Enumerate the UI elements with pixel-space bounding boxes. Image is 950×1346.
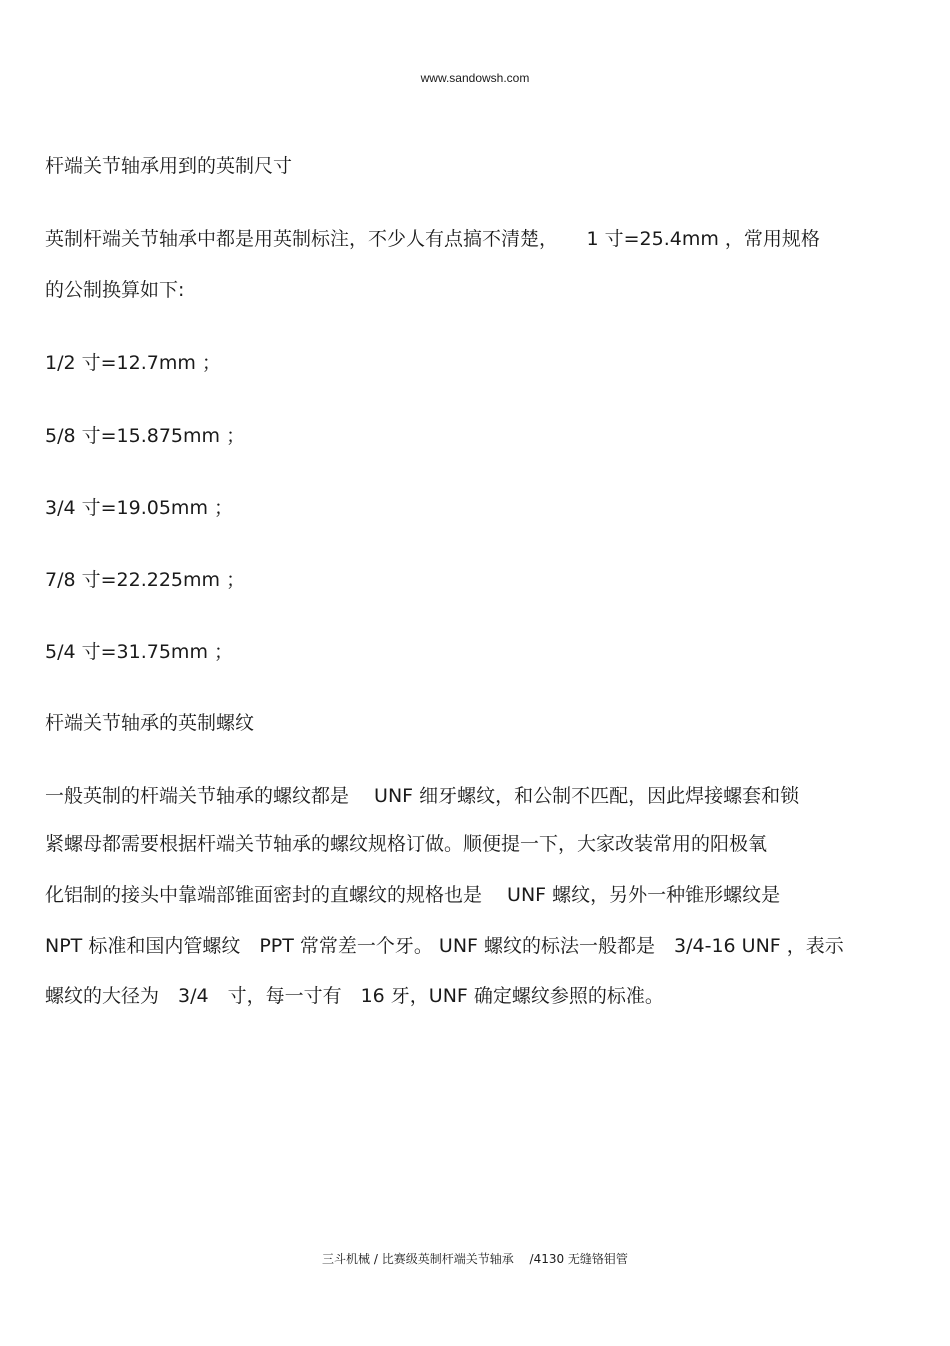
paragraph-2-line: 一般英制的杆端关节轴承的螺纹都是 UNF 细牙螺纹，和公制不匹配，因此焊接螺套和锁 (45, 785, 800, 807)
paragraph-1-line-1: 英制杆端关节轴承中都是用英制标注，不少人有点搞不清楚， 1 寸=25.4mm ，常用规格 (45, 228, 820, 250)
conversion-item: 5/8 寸=15.875mm ； (45, 425, 246, 447)
conversion-item: 5/4 寸=31.75mm ； (45, 641, 233, 663)
paragraph-2-line: 螺纹的大径为 3/4 寸，每一寸有 16 牙，UNF 确定螺纹参照的标准。 (45, 985, 664, 1007)
section-title-imperial-sizes: 杆端关节轴承用到的英制尺寸 (45, 155, 293, 177)
footer-text: 三斗机械 / 比赛级英制杆端关节轴承 /4130 无缝铬钼管 (322, 1252, 628, 1266)
conversion-item: 3/4 寸=19.05mm ； (45, 497, 233, 519)
paragraph-2-line: 紧螺母都需要根据杆端关节轴承的螺纹规格订做。顺便提一下，大家改装常用的阳极氧 (45, 833, 768, 855)
header-url: www.sandowsh.com (420, 71, 530, 85)
paragraph-1-line-2: 的公制换算如下: (45, 279, 185, 301)
conversion-item: 7/8 寸=22.225mm ； (45, 569, 246, 591)
conversion-item: 1/2 寸=12.7mm ； (45, 352, 221, 374)
paragraph-2-line: 化铝制的接头中靠端部锥面密封的直螺纹的规格也是 UNF 螺纹，另外一种锥形螺纹是 (45, 884, 781, 906)
section-title-imperial-threads: 杆端关节轴承的英制螺纹 (45, 712, 255, 734)
paragraph-2-line: NPT 标准和国内管螺纹 PPT 常常差一个牙。 UNF 螺纹的标法一般都是 3/4-16 UNF ，表示 (45, 935, 844, 957)
